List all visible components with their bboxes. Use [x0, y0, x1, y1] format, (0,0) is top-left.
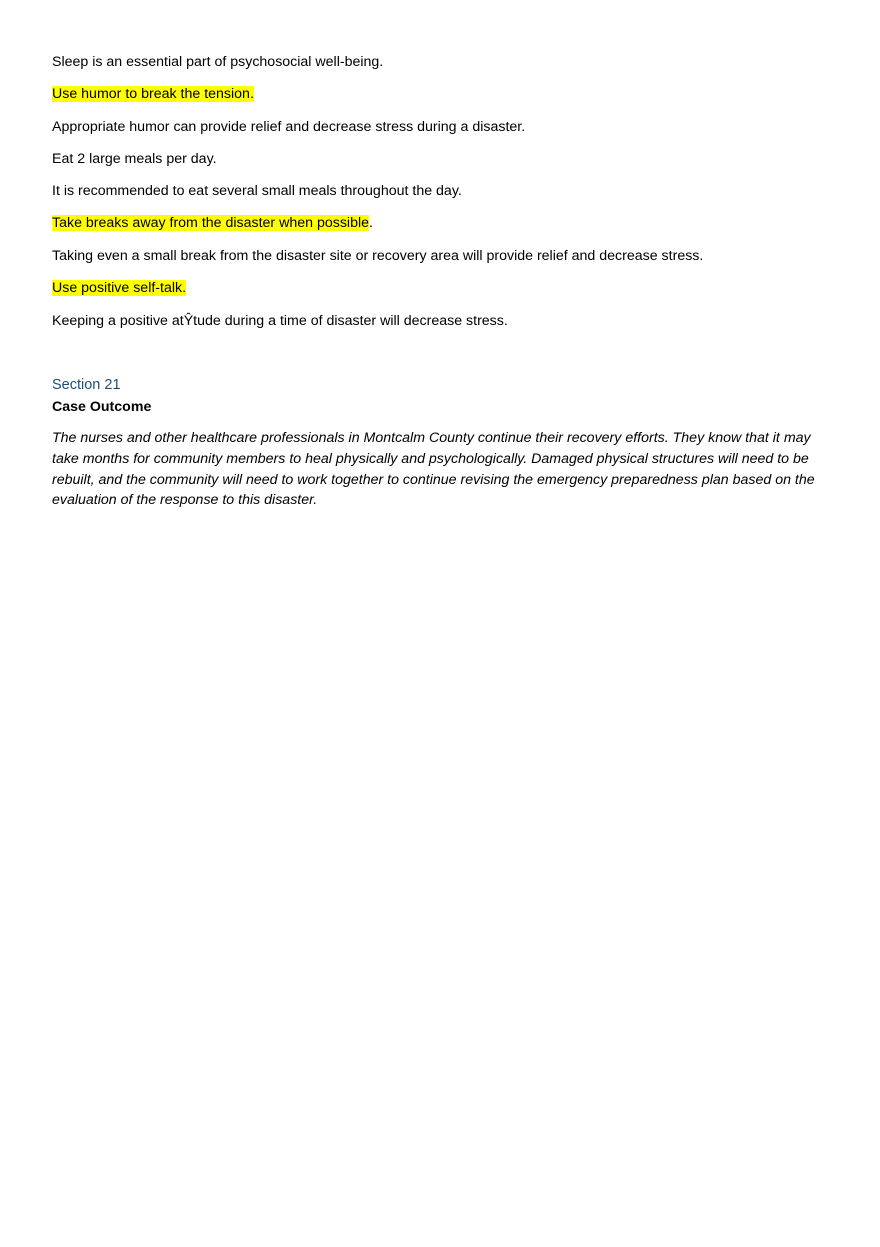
rationale-text: Taking even a small break from the disaster site or recovery area will provide relief and decrease stress. [52, 248, 704, 264]
rationale-text: It is recommended to eat several small meals throughout the day. [52, 183, 462, 199]
answer-option-highlighted: Take breaks away from the disaster when possible. [52, 215, 373, 231]
case-outcome-heading: Case Outcome [52, 399, 152, 415]
answer-option-highlighted: Use positive self-talk. [52, 280, 187, 296]
case-outcome-paragraph: The nurses and other healthcare professionals in Montcalm County continue their recovery efforts. They know that it may take months for community members to heal physically and psychologically. Damaged physical structures will need to be rebuilt, and the community will need to work together to continue revising the emergency preparedness plan based on the evaluation of the response to this disaster. [52, 430, 815, 509]
answer-option-highlighted: Use humor to break the tension. [52, 86, 254, 102]
rationale-text: Appropriate humor can provide relief and decrease stress during a disaster. [52, 119, 526, 135]
section-label: Section 21 [52, 377, 121, 393]
answer-option: Eat 2 large meals per day. [52, 151, 217, 167]
rationale-text: Sleep is an essential part of psychosocial well-being. [52, 54, 384, 70]
rationale-text: Keeping a positive atŶtude during a time of disaster will decrease stress. [52, 313, 508, 329]
